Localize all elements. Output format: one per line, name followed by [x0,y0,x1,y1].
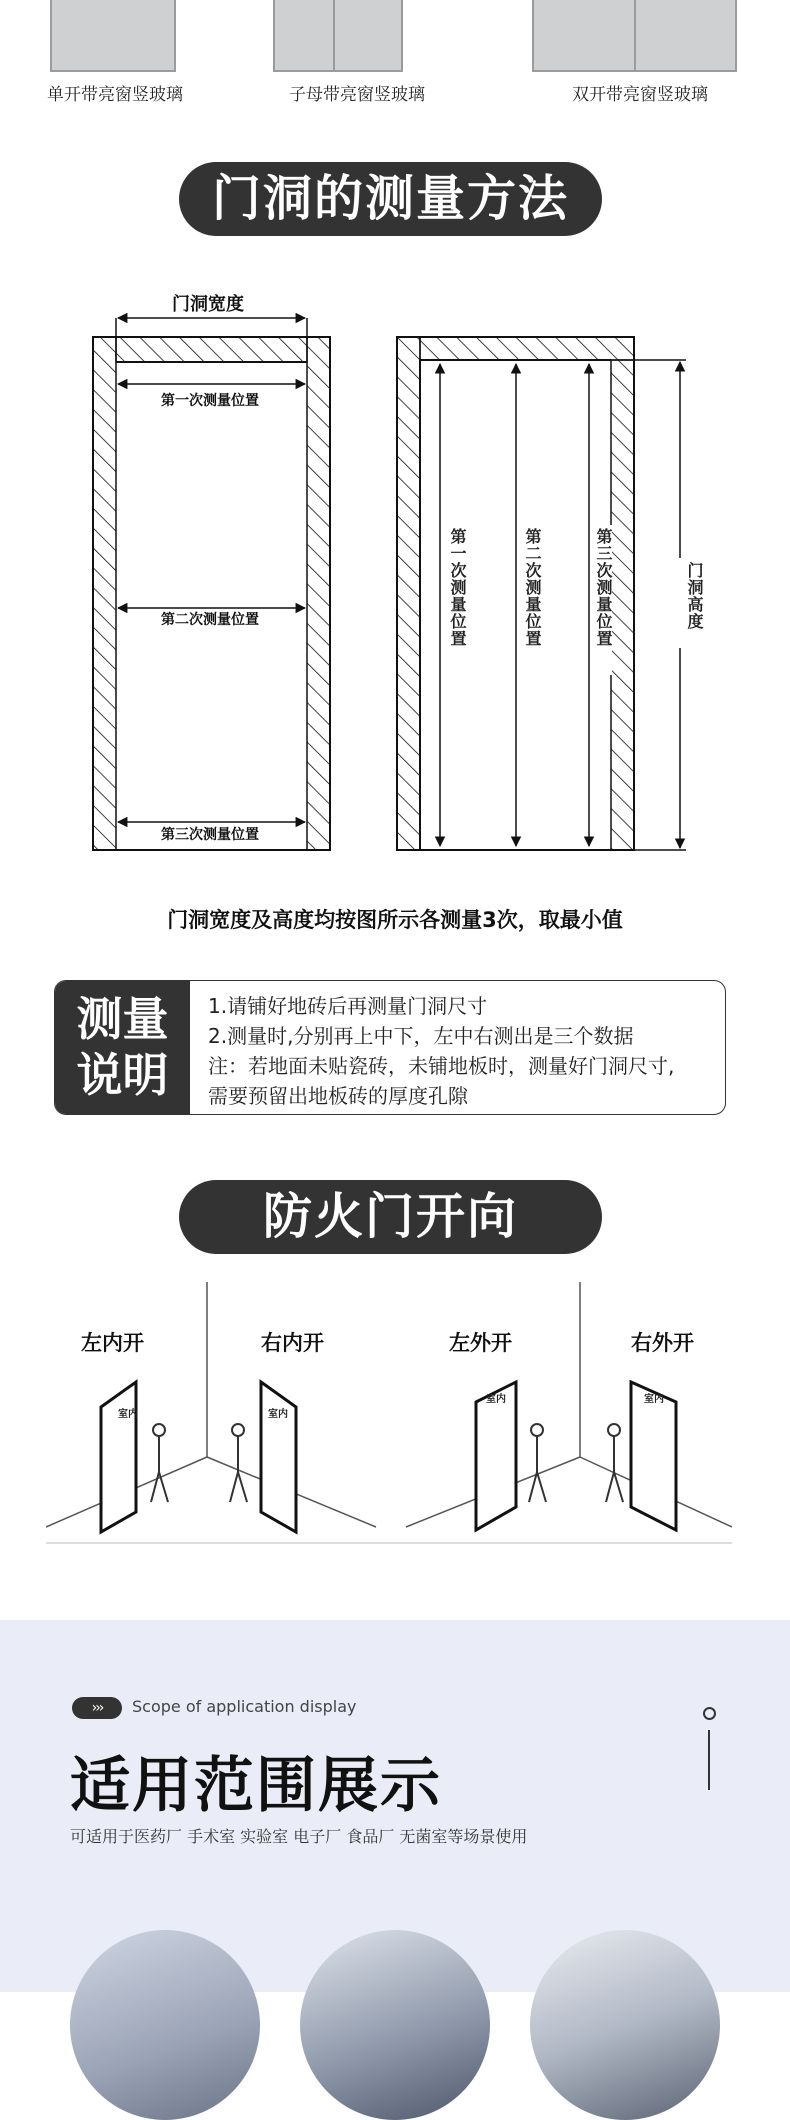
direction-left-in: 左内开 [81,1331,144,1355]
scope-tag-badge: ››› [72,1697,122,1719]
direction-right-in: 右内开 [261,1331,324,1355]
scope-tag: Scope of application display [132,1697,357,1716]
height-label: 门洞高度 [685,562,704,630]
notes-badge-line2: 说明 [76,1048,169,1102]
width-position-2: 第二次测量位置 [161,612,259,628]
scope-image-2 [300,1930,490,2120]
single-door-image [50,0,176,72]
note-line-4: 需要预留出地板砖的厚度孔隙 [208,1084,468,1108]
height-position-1: 第一次测量位置 [448,528,467,647]
width-position-1: 第一次测量位置 [161,393,259,409]
width-frame [93,293,330,850]
measure-section-title: 门洞的测量方法 [179,162,602,236]
note-line-1: 1.请铺好地砖后再测量门洞尺寸 [208,994,488,1018]
height-frame [397,337,694,850]
measure-summary: 门洞宽度及高度均按图所示各测量3次，取最小值 [167,908,623,932]
notes-badge-line1: 测量 [76,992,169,1046]
width-label: 门洞宽度 [172,294,244,315]
room-label-3: 室内 [486,1394,506,1405]
door-caption-double: 双开带亮窗竖玻璃 [572,85,708,105]
room-label-1: 室内 [118,1409,138,1420]
scope-deco-circle [703,1707,716,1720]
double-door-image [532,0,737,72]
scope-deco-line [708,1730,710,1790]
room-label-2: 室内 [268,1409,288,1420]
notes-badge [55,981,190,1115]
door-caption-mother-child: 子母带亮窗竖玻璃 [289,85,425,105]
opening-section-title: 防火门开向 [179,1180,602,1254]
note-line-3: 注：若地面未贴瓷砖，未铺地板时，测量好门洞尺寸, [208,1054,675,1078]
scope-title: 适用范围展示 [70,1751,442,1821]
scope-subtitle: 可适用于医药厂 手术室 实验室 电子厂 食品厂 无菌室等场景使用 [70,1827,528,1846]
door-caption-single: 单开带亮窗竖玻璃 [47,85,183,105]
scope-image-3 [530,1930,720,2120]
height-position-3: 第三次测量位置 [594,528,613,647]
opening-illustration [46,1282,732,1544]
height-position-2: 第二次测量位置 [523,528,542,647]
note-line-2: 2.测量时,分别再上中下，左中右测出是三个数据 [208,1024,634,1048]
mother-child-door-image [273,0,403,72]
opening-scene [46,1282,732,1542]
measure-diagram [0,290,790,870]
direction-right-out: 右外开 [631,1331,694,1355]
scope-image-1 [70,1930,260,2120]
width-position-3: 第三次测量位置 [161,827,259,843]
room-label-4: 室内 [644,1394,664,1405]
direction-left-out: 左外开 [449,1331,512,1355]
